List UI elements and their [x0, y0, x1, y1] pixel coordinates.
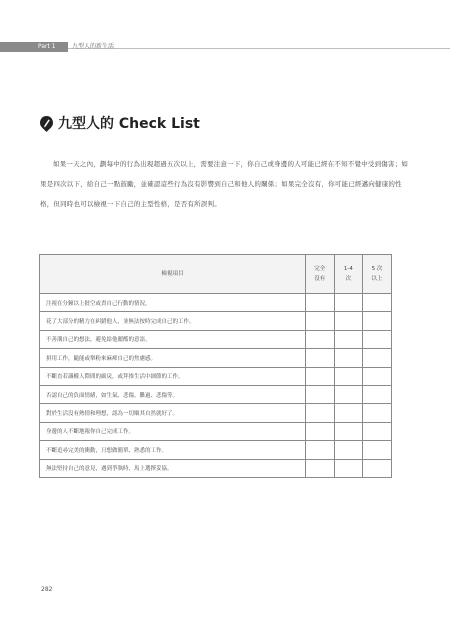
one-to-four-cell[interactable]: [334, 312, 363, 330]
header-never: 完全 沒有: [306, 255, 335, 294]
table-row: [40, 404, 392, 422]
section-title: 九型人的 Check List: [58, 116, 200, 132]
table-header-row: [40, 255, 392, 294]
one-to-four-cell[interactable]: [334, 385, 363, 403]
five-plus-cell[interactable]: [363, 349, 392, 367]
five-plus-cell[interactable]: [363, 385, 392, 403]
one-to-four-cell[interactable]: [334, 330, 363, 348]
five-plus-cell[interactable]: [363, 404, 392, 422]
one-to-four-cell[interactable]: [334, 404, 363, 422]
header-chapter-title: 九型人的新生活: [72, 43, 115, 50]
intro-paragraph: 如果一天之內，劃每中的行為出現超過五次以上，需要注意一下，你自己或身邊的人可能已經在不知不覺中受到傷害；如果是四次以下，給自己一點鼓勵，並確認這些行為沒有影響到自己和他人的關係；如果完全沒有，你可能已經邁向健康的性格，但同時也可以檢視一下自己的主型性格，是否有所誤判。: [40, 160, 409, 208]
never-cell[interactable]: [306, 367, 335, 385]
five-plus-cell[interactable]: [363, 422, 392, 440]
header-1-4-times: 1-4 次: [334, 255, 363, 294]
never-cell[interactable]: [306, 330, 335, 348]
checklist-item: 不善溝自己的想法，避免給他麗酷的意語。: [40, 330, 306, 348]
table-row: [40, 349, 392, 367]
never-cell[interactable]: [306, 459, 335, 477]
checklist-item: 拼用工作，隨能或舉粉來麻痺自己的焦慮感。: [40, 349, 306, 367]
table-row: [40, 441, 392, 459]
one-to-four-cell[interactable]: [334, 367, 363, 385]
table-row: [40, 422, 392, 440]
five-plus-cell[interactable]: [363, 312, 392, 330]
never-cell[interactable]: [306, 385, 335, 403]
never-cell[interactable]: [306, 441, 335, 459]
never-cell[interactable]: [306, 422, 335, 440]
header-5-plus-times: 5 次 以上: [363, 255, 392, 294]
table-row: [40, 330, 392, 348]
five-plus-cell[interactable]: [363, 330, 392, 348]
one-to-four-cell[interactable]: [334, 422, 363, 440]
table-row: [40, 294, 392, 312]
five-plus-cell[interactable]: [363, 367, 392, 385]
table-row: [40, 367, 392, 385]
five-plus-cell[interactable]: [363, 441, 392, 459]
one-to-four-cell[interactable]: [334, 459, 363, 477]
checklist-item: 對於生活沒有熱情和理想，認為一切順其自然就好了。: [40, 404, 306, 422]
never-cell[interactable]: [306, 312, 335, 330]
checklist-item: 無法堅持自己的意見，遇到爭執時，馬上選擇妥協。: [40, 459, 306, 477]
five-plus-cell[interactable]: [363, 459, 392, 477]
never-cell[interactable]: [306, 404, 335, 422]
page-number: 282: [41, 586, 53, 593]
header-item: 檢視項目: [40, 255, 306, 294]
five-plus-cell[interactable]: [363, 294, 392, 312]
pencil-tag-icon: [40, 116, 53, 132]
checklist-item: 花了大部分的精力在糾錯他人，並無法按時完成自己的工作。: [40, 312, 306, 330]
checklist-table: [39, 254, 392, 478]
checklist-item: 否認自己的負面情緒，如生氣、悲傷、難過、悲傷等。: [40, 385, 306, 403]
checklist-item: 身邊的人不斷地報你自己完成工作。: [40, 422, 306, 440]
table-row: [40, 459, 392, 477]
checklist-item: 不斷追尋完美的衝動，只想做簡單、熟悉的工作。: [40, 441, 306, 459]
never-cell[interactable]: [306, 349, 335, 367]
one-to-four-cell[interactable]: [334, 441, 363, 459]
table-row: [40, 312, 392, 330]
never-cell[interactable]: [306, 294, 335, 312]
header-tab: [0, 42, 68, 52]
checklist-item: 不斷直若識權人際間的廝戾，或拜推生活中細節的工作。: [40, 367, 306, 385]
one-to-four-cell[interactable]: [334, 294, 363, 312]
one-to-four-cell[interactable]: [334, 349, 363, 367]
table-row: [40, 385, 392, 403]
header-part-label: Part 1: [38, 43, 56, 50]
checklist-item: 注視在分鐘以上批空或責自己行動的情況。: [40, 294, 306, 312]
